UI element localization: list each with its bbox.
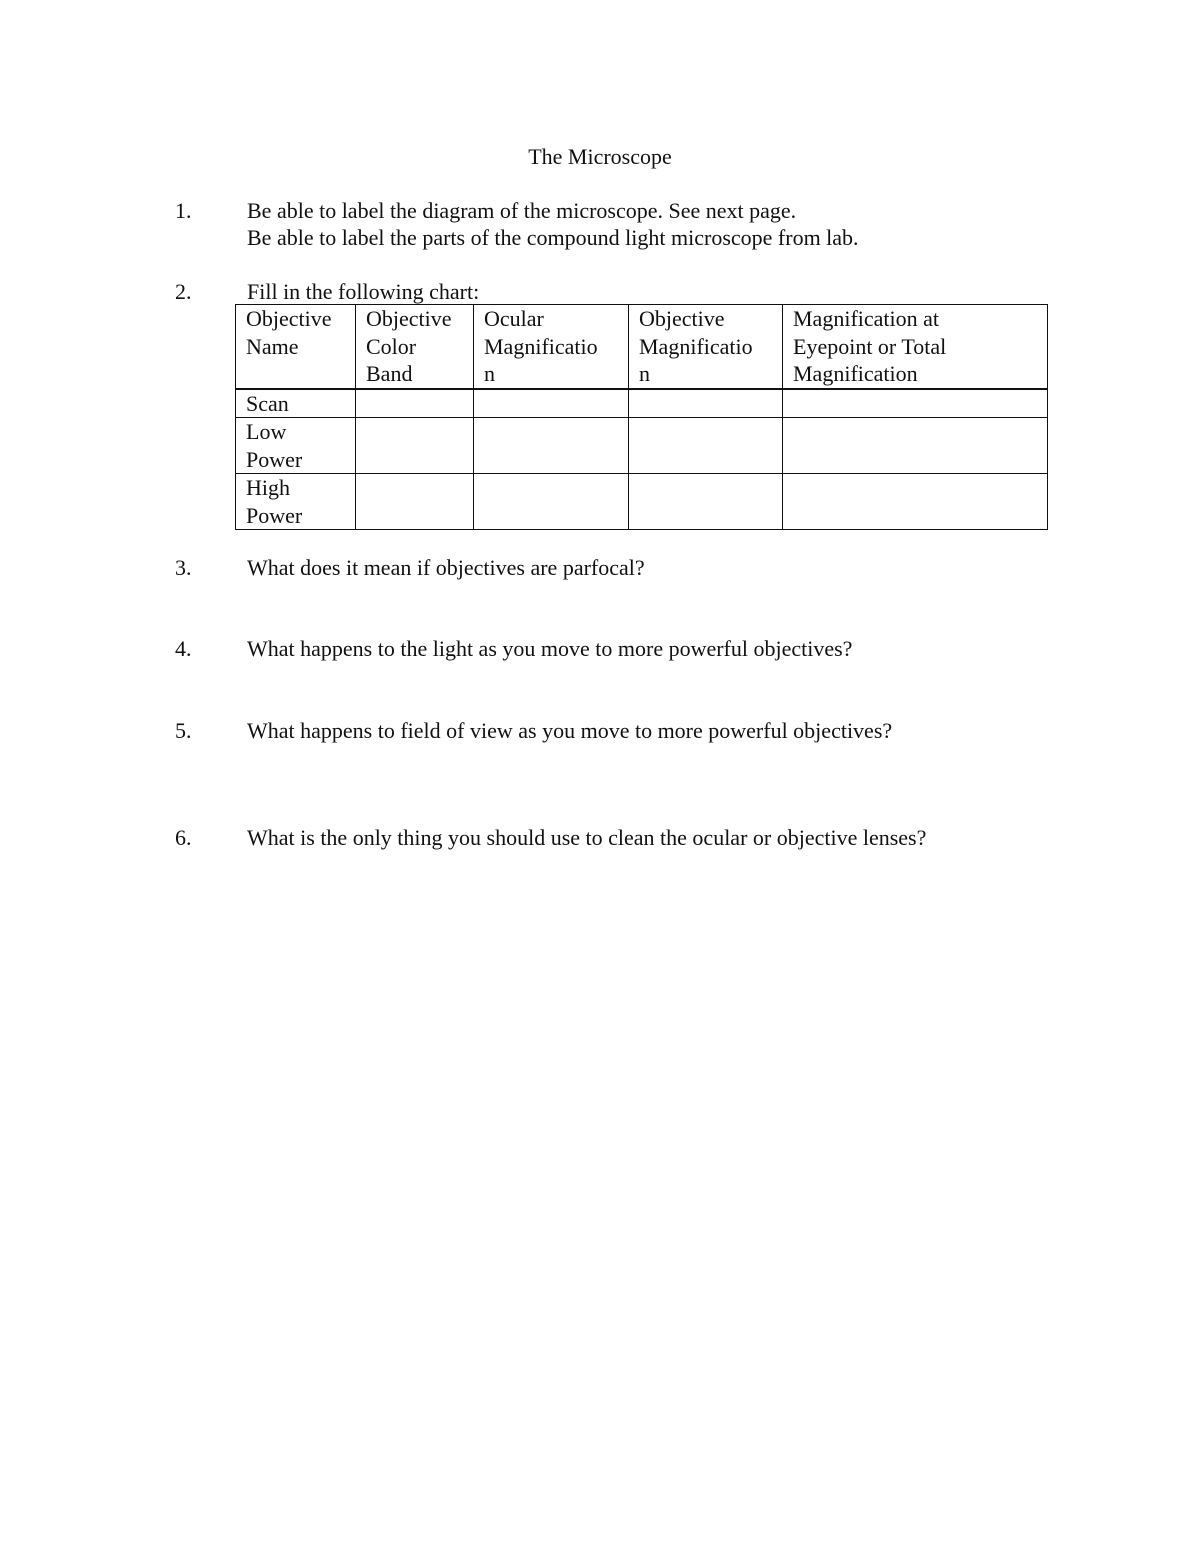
chart-cell	[474, 389, 629, 418]
question-line: What happens to field of view as you move to more powerful objectives?	[247, 718, 893, 743]
magnification-chart	[235, 304, 1048, 530]
table-row	[236, 474, 1048, 530]
question-line: Fill in the following chart:	[247, 279, 480, 304]
chart-cell	[783, 474, 1048, 530]
question-line: What does it mean if objectives are parfocal?	[247, 555, 645, 580]
chart-cell	[629, 474, 783, 530]
question-number: 2.	[175, 279, 192, 304]
question-text	[247, 197, 859, 251]
question-line: What happens to the light as you move to more powerful objectives?	[247, 636, 853, 661]
question-text	[247, 278, 479, 305]
question-line: Be able to label the parts of the compound light microscope from lab.	[247, 225, 859, 250]
chart-cell: Low Power	[236, 418, 356, 474]
question-text	[247, 824, 926, 851]
question-number: 5.	[175, 718, 192, 743]
chart-cell	[474, 474, 629, 530]
question-number: 3.	[175, 555, 192, 580]
chart-cell	[783, 389, 1048, 418]
question-text	[247, 635, 852, 662]
chart-header-cell: Ocular Magnificatio n	[474, 305, 629, 389]
chart-cell	[783, 418, 1048, 474]
question-text	[247, 554, 645, 581]
chart-cell	[474, 418, 629, 474]
chart-cell	[629, 418, 783, 474]
chart-cell: High Power	[236, 474, 356, 530]
question-number: 6.	[175, 825, 192, 850]
page-title: The Microscope	[528, 144, 672, 169]
chart-cell	[356, 474, 474, 530]
question-number: 1.	[175, 198, 192, 223]
chart-cell	[356, 389, 474, 418]
chart-cell	[629, 389, 783, 418]
question-number: 4.	[175, 636, 192, 661]
table-row	[236, 389, 1048, 418]
question-line: Be able to label the diagram of the microscope. See next page.	[247, 198, 797, 223]
chart-header-cell: Objective Color Band	[356, 305, 474, 389]
chart-cell	[356, 418, 474, 474]
chart-header-cell: Objective Magnificatio n	[629, 305, 783, 389]
chart-header-cell: Objective Name	[236, 305, 356, 389]
question-line: What is the only thing you should use to clean the ocular or objective lenses?	[247, 825, 927, 850]
chart-cell: Scan	[236, 389, 356, 418]
table-row	[236, 418, 1048, 474]
chart-header-row	[236, 305, 1048, 389]
chart-header-cell: Magnification at Eyepoint or Total Magnification	[783, 305, 1048, 389]
question-text	[247, 717, 892, 744]
